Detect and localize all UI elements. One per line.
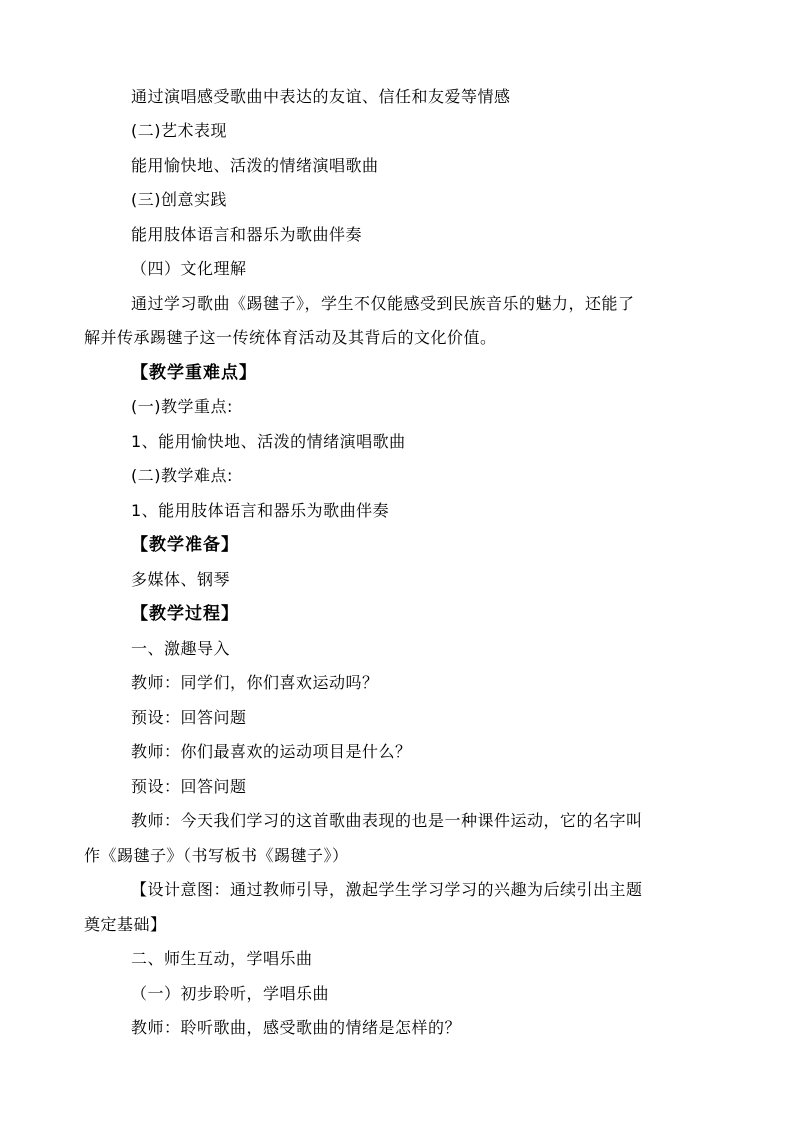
creative-practice-text: 能用肢体语言和器乐为歌曲伴奏 <box>131 225 363 244</box>
art-expression-text: 能用愉快地、活泼的情绪演唱歌曲 <box>131 156 379 175</box>
key-point-1: 1、能用愉快地、活泼的情绪演唱歌曲 <box>131 432 406 451</box>
design-intent-1b: 奠定基础】 <box>84 915 167 934</box>
heading-preparation: 【教学准备】 <box>131 535 239 555</box>
design-intent-1a: 【设计意图：通过教师引导，激起学生学习学习的兴趣为后续引出主题 <box>131 880 643 899</box>
cultural-understanding-text-1: 通过学习歌曲《踢毽子》，学生不仅能感受到民族音乐的魅力，还能了 <box>131 294 635 313</box>
teacher-line-2: 教师：你们最喜欢的运动项目是什么？ <box>131 742 412 761</box>
teacher-line-4: 教师：聆听歌曲，感受歌曲的情绪是怎样的？ <box>131 1018 462 1037</box>
goal-emotion-text: 通过演唱感受歌曲中表达的友谊、信任和友爱等情感 <box>131 87 511 106</box>
heading-difficult-points: (二)教学难点: <box>131 466 233 485</box>
preset-line-2: 预设：回答问题 <box>131 777 247 796</box>
difficult-point-1: 1、能用肢体语言和器乐为歌曲伴奏 <box>131 501 390 520</box>
heading-key-points: (一)教学重点: <box>131 397 233 416</box>
teacher-line-1: 教师：同学们，你们喜欢运动吗？ <box>131 673 379 692</box>
heading-art-expression: (二)艺术表现 <box>131 121 227 140</box>
section-introduction: 一、激趣导入 <box>131 639 231 658</box>
section-interaction: 二、师生互动，学唱乐曲 <box>131 949 313 968</box>
preparation-text: 多媒体、钢琴 <box>131 570 231 589</box>
cultural-understanding-text-2: 解并传承踢毽子这一传统体育活动及其背后的文化价值。 <box>84 328 497 347</box>
subsection-first-listening: （一）初步聆听，学唱乐曲 <box>131 984 330 1003</box>
heading-key-difficult-points: 【教学重难点】 <box>131 363 257 383</box>
teacher-line-3a: 教师：今天我们学习的这首歌曲表现的也是一种课件运动，它的名字叫 <box>131 811 643 830</box>
heading-creative-practice: (三)创意实践 <box>131 190 227 209</box>
preset-line-1: 预设：回答问题 <box>131 708 247 727</box>
teacher-line-3b: 作《踢毽子》（书写板书《踢毽子》） <box>84 846 349 865</box>
heading-cultural-understanding: （四）文化理解 <box>131 259 247 278</box>
heading-teaching-process: 【教学过程】 <box>131 604 239 624</box>
